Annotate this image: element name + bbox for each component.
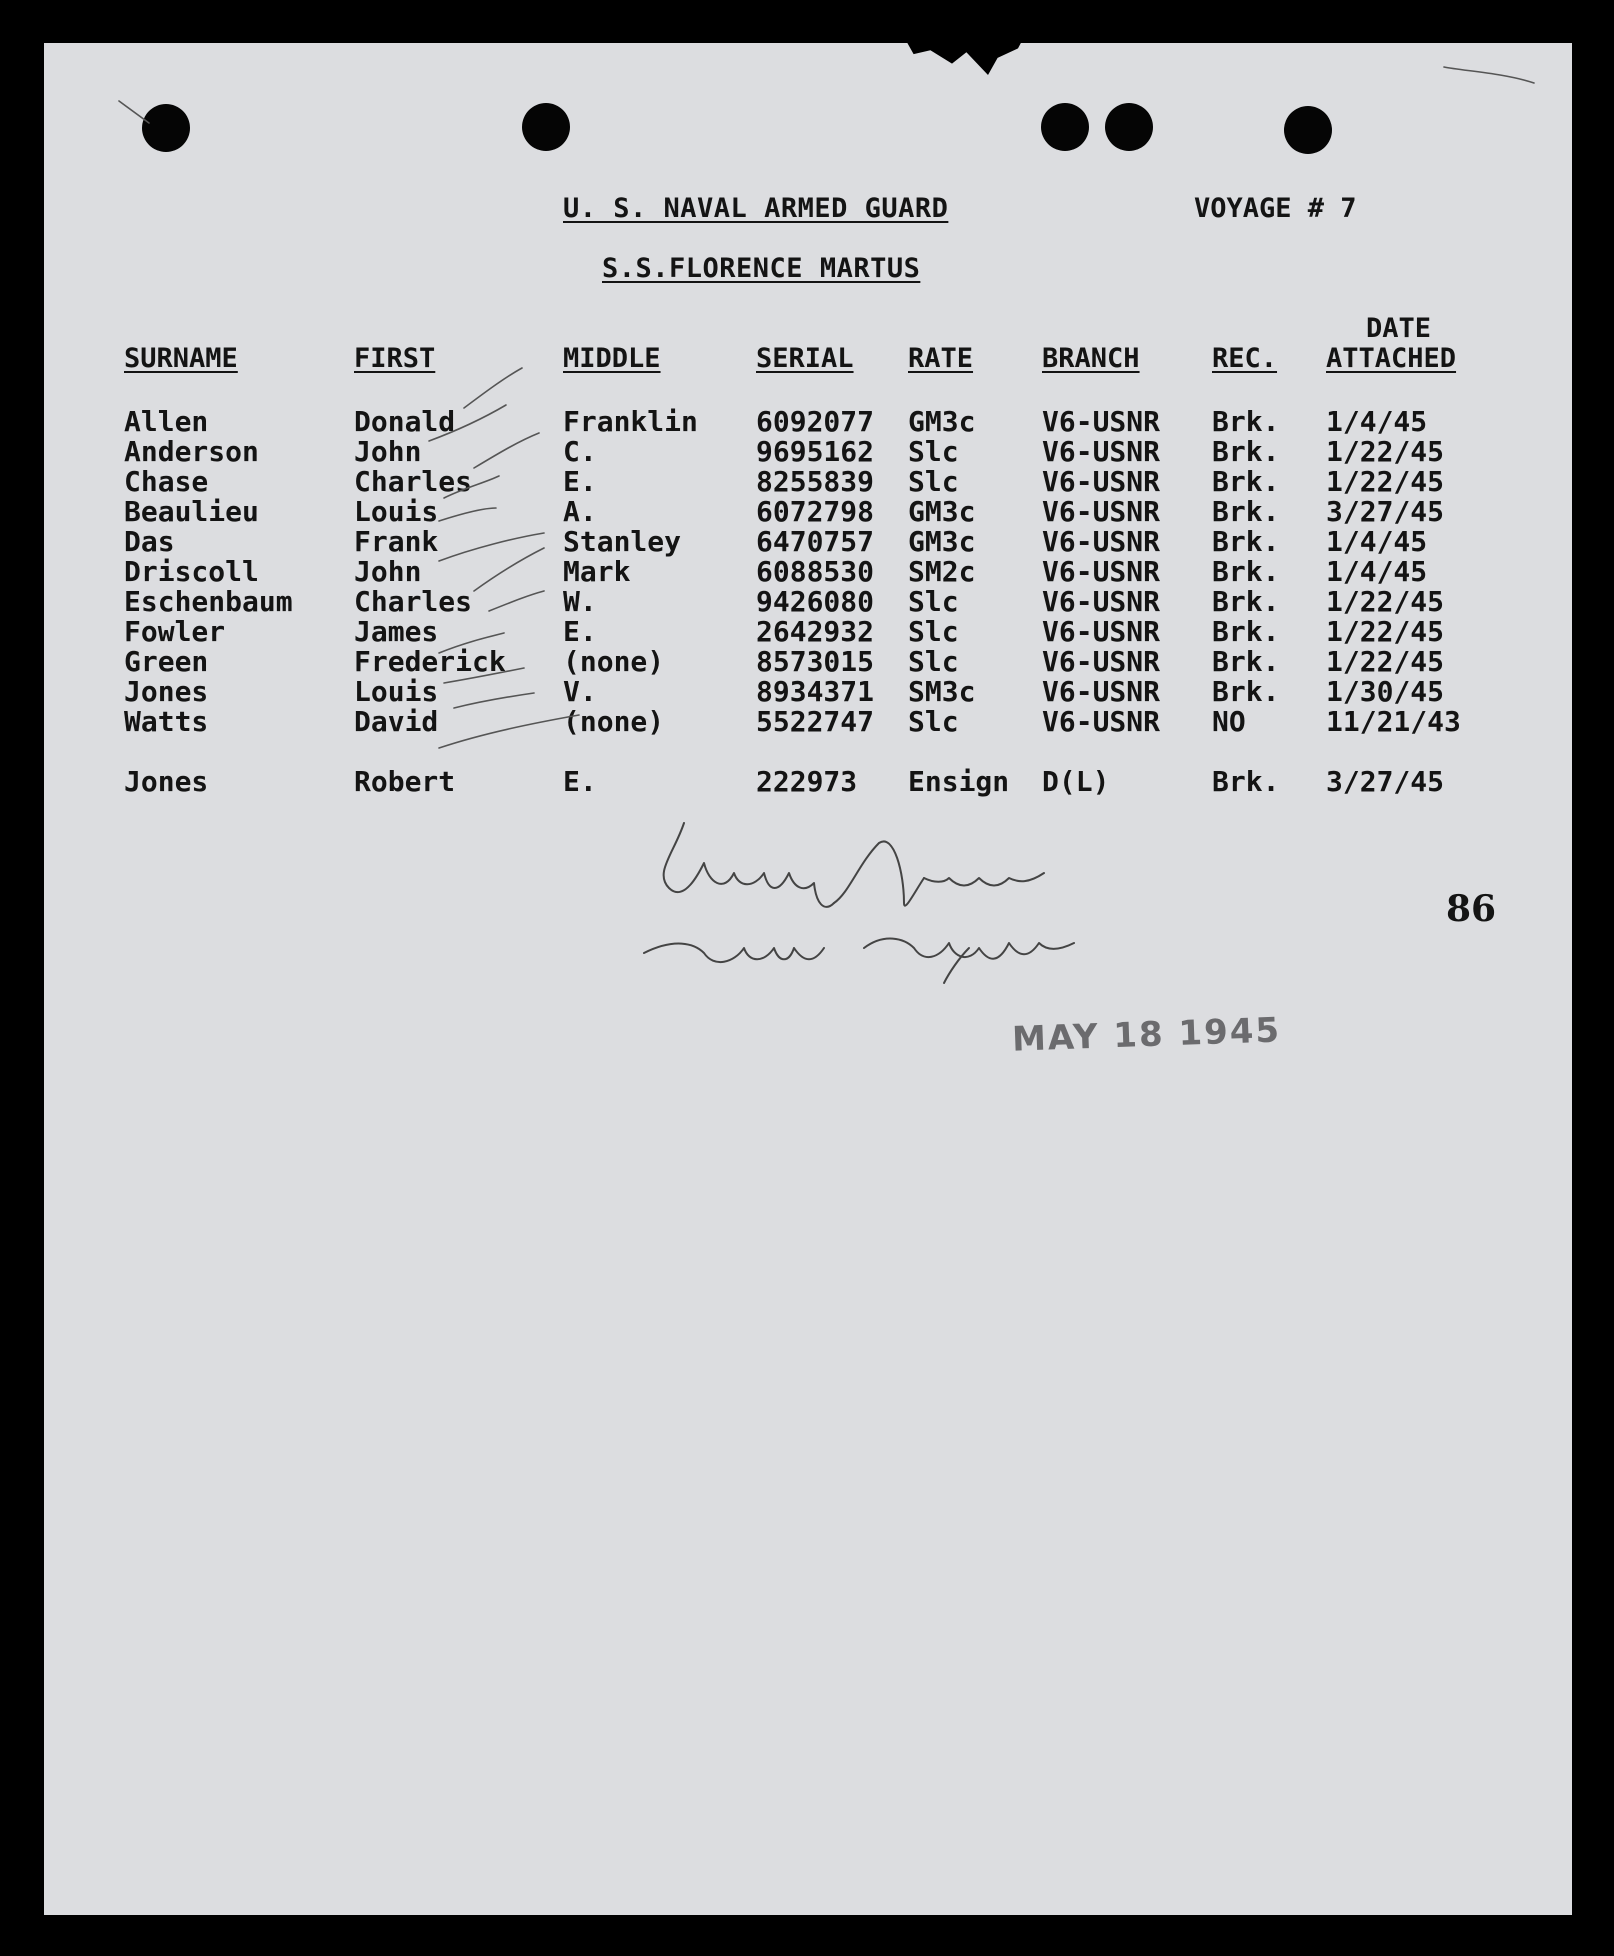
cell-middle: Franklin [563,405,698,438]
cell-middle: C. [563,435,597,468]
cell-branch: V6-USNR [1042,465,1161,498]
cell-rec: Brk. [1212,585,1280,618]
document-page [44,43,1572,1915]
cell-serial: 2642932 [756,615,875,648]
cell-surname: Das [124,525,175,558]
document-title: U. S. NAVAL ARMED GUARD [563,193,949,224]
cell-serial: 8573015 [756,645,875,678]
cell-surname: Anderson [124,435,259,468]
cell-rate: Slc [908,585,959,618]
ship-name: S.S.FLORENCE MARTUS [602,253,921,284]
cell-serial: 222973 [756,765,858,798]
column-header-rec: REC. [1212,343,1278,374]
cell-rate: GM3c [908,495,976,528]
cell-first: John [354,435,422,468]
cell-surname: Chase [124,465,209,498]
cell-first: Charles [354,465,473,498]
cell-rec: Brk. [1212,495,1280,528]
cell-branch: V6-USNR [1042,435,1161,468]
cell-serial: 8255839 [756,465,875,498]
cell-rec: NO [1212,705,1246,738]
cell-first: Louis [354,495,439,528]
cell-date: 1/30/45 [1326,675,1445,708]
cell-rec: Brk. [1212,675,1280,708]
cell-first: John [354,555,422,588]
cell-middle: Mark [563,555,631,588]
cell-surname: Jones [124,765,209,798]
cell-serial: 9695162 [756,435,875,468]
cell-rec: Brk. [1212,555,1280,588]
handwritten-signature [44,43,1572,1915]
cell-rate: SM2c [908,555,976,588]
cell-branch: V6-USNR [1042,405,1161,438]
cell-date: 3/27/45 [1326,765,1445,798]
cell-rec: Brk. [1212,525,1280,558]
cell-serial: 8934371 [756,675,875,708]
cell-first: Frank [354,525,439,558]
cell-date: 3/27/45 [1326,495,1445,528]
cell-branch: V6-USNR [1042,555,1161,588]
cell-surname: Driscoll [124,555,259,588]
cell-serial: 6470757 [756,525,875,558]
page-number: 86 [1446,888,1497,930]
cell-date: 1/22/45 [1326,615,1445,648]
cell-serial: 9426080 [756,585,875,618]
cell-date: 1/22/45 [1326,645,1445,678]
cell-surname: Green [124,645,209,678]
column-header-surname: SURNAME [124,343,238,374]
cell-surname: Watts [124,705,209,738]
cell-rate: SM3c [908,675,976,708]
cell-middle: Stanley [563,525,682,558]
cell-date: 1/22/45 [1326,435,1445,468]
cell-serial: 6092077 [756,405,875,438]
cell-rate: Slc [908,615,959,648]
cell-middle: E. [563,765,597,798]
cell-date: 1/22/45 [1326,465,1445,498]
cell-surname: Eschenbaum [124,585,293,618]
cell-first: Charles [354,585,473,618]
cell-first: Frederick [354,645,506,678]
cell-date: 11/21/43 [1326,705,1461,738]
cell-branch: V6-USNR [1042,675,1161,708]
cell-rate: Slc [908,435,959,468]
cell-rate: Slc [908,705,959,738]
cell-date: 1/4/45 [1326,405,1428,438]
cell-serial: 6088530 [756,555,875,588]
column-header-serial: SERIAL [756,343,854,374]
cell-surname: Fowler [124,615,226,648]
cell-rate: GM3c [908,405,976,438]
cell-rate: Slc [908,465,959,498]
column-header-branch: BRANCH [1042,343,1140,374]
cell-surname: Beaulieu [124,495,259,528]
cell-middle: E. [563,615,597,648]
cell-middle: W. [563,585,597,618]
cell-rate: Ensign [908,765,1010,798]
cell-surname: Allen [124,405,209,438]
cell-rate: Slc [908,645,959,678]
cell-rec: Brk. [1212,405,1280,438]
cell-first: Donald [354,405,456,438]
cell-branch: D(L) [1042,765,1110,798]
cell-middle: V. [563,675,597,708]
cell-date: 1/4/45 [1326,525,1428,558]
cell-middle: (none) [563,705,665,738]
cell-branch: V6-USNR [1042,705,1161,738]
cell-middle: A. [563,495,597,528]
cell-middle: E. [563,465,597,498]
cell-surname: Jones [124,675,209,708]
cell-branch: V6-USNR [1042,495,1161,528]
column-header-middle: MIDDLE [563,343,661,374]
cell-date: 1/4/45 [1326,555,1428,588]
date-stamp: MAY 18 1945 [1011,1010,1282,1060]
cell-rec: Brk. [1212,435,1280,468]
cell-first: David [354,705,439,738]
column-header-rate: RATE [908,343,974,374]
cell-rate: GM3c [908,525,976,558]
cell-first: James [354,615,439,648]
cell-serial: 6072798 [756,495,875,528]
cell-branch: V6-USNR [1042,525,1161,558]
column-header-date-top: DATE [1366,313,1432,344]
cell-first: Robert [354,765,456,798]
cell-rec: Brk. [1212,765,1280,798]
cell-serial: 5522747 [756,705,875,738]
voyage-number: VOYAGE # 7 [1194,193,1357,224]
cell-first: Louis [354,675,439,708]
column-header-date-attached: ATTACHED [1326,343,1457,374]
cell-rec: Brk. [1212,645,1280,678]
cell-branch: V6-USNR [1042,585,1161,618]
cell-branch: V6-USNR [1042,615,1161,648]
cell-middle: (none) [563,645,665,678]
cell-rec: Brk. [1212,465,1280,498]
column-header-first: FIRST [354,343,436,374]
cell-branch: V6-USNR [1042,645,1161,678]
cell-rec: Brk. [1212,615,1280,648]
cell-date: 1/22/45 [1326,585,1445,618]
